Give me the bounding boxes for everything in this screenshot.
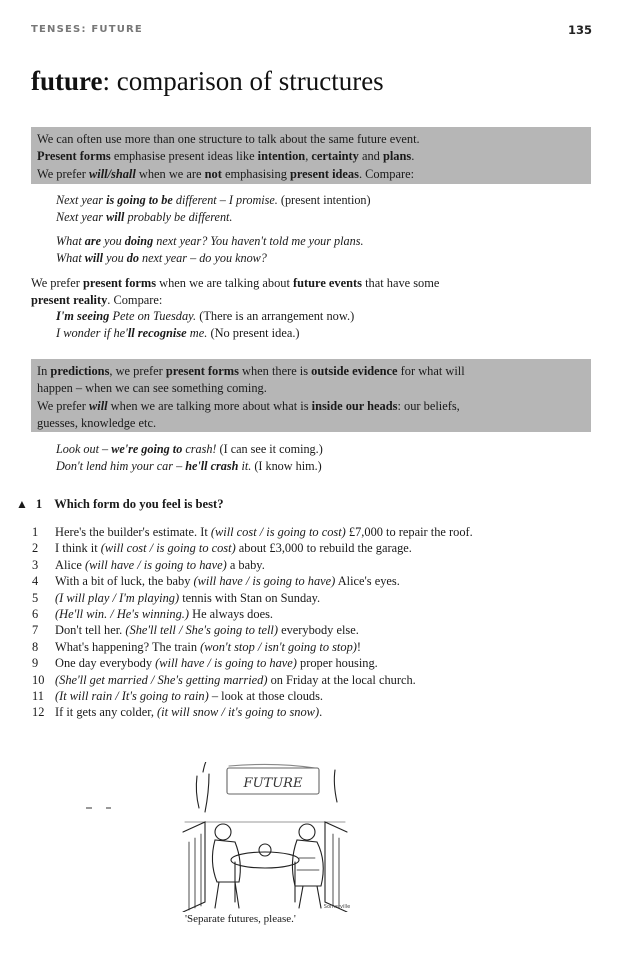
text-segment: predictions xyxy=(50,364,110,378)
text-segment: – look at those clouds. xyxy=(208,689,324,704)
item-number: 10 xyxy=(32,672,45,687)
text-segment: when we are talking more about what is xyxy=(107,398,312,413)
item-text xyxy=(55,622,495,638)
exercise-header xyxy=(16,497,224,512)
exercise-item xyxy=(22,704,602,720)
text-segment: , xyxy=(305,149,312,164)
text-line xyxy=(37,166,585,183)
text-segment: present ideas xyxy=(290,166,359,181)
text-segment: (I can see it coming.) xyxy=(216,442,323,456)
exercise-title: Which form do you feel is best? xyxy=(54,497,224,511)
text-segment: intention xyxy=(257,149,306,164)
text-segment: is going to be xyxy=(106,193,173,207)
text-segment: a baby. xyxy=(226,557,265,572)
text-segment: proper housing. xyxy=(296,656,378,671)
text-segment: (will have / is going to have) xyxy=(193,574,336,589)
text-segment: for what will xyxy=(397,364,465,378)
cartoon-signature: Somerville xyxy=(323,904,351,910)
text-segment: . Compare: xyxy=(358,166,415,181)
item-text xyxy=(55,540,495,556)
text-segment: present forms xyxy=(165,364,239,378)
exercise-item xyxy=(22,655,602,671)
text-segment: What's happening? The train xyxy=(55,639,201,654)
text-segment: Here's the builder's estimate. It xyxy=(55,525,211,539)
text-line xyxy=(56,209,371,226)
item-text xyxy=(55,655,495,671)
text-segment: next year – do you know? xyxy=(138,250,267,265)
text-segment: Alice xyxy=(55,557,85,572)
text-segment: I think it xyxy=(55,541,101,556)
text-segment: when there is xyxy=(238,364,312,378)
text-segment: ll recognise xyxy=(127,325,187,340)
text-line xyxy=(56,458,323,475)
text-segment: (He'll win. / He's winning.) xyxy=(55,607,190,622)
text-segment: that have some xyxy=(361,276,440,290)
text-segment: (will have / is going to have) xyxy=(155,656,297,671)
text-segment: do xyxy=(126,250,139,265)
text-segment: (present intention) xyxy=(277,193,371,207)
text-segment: Look out – xyxy=(56,442,112,456)
text-segment: will xyxy=(88,398,108,413)
item-number: 9 xyxy=(32,656,39,671)
text-segment: doing xyxy=(124,234,154,248)
text-segment: guesses, knowledge etc. xyxy=(37,415,157,430)
item-number: 6 xyxy=(32,607,39,622)
text-segment: outside evidence xyxy=(311,364,398,378)
item-text xyxy=(55,557,495,573)
text-segment: £7,000 to repair the roof. xyxy=(345,525,473,539)
text-segment: present reality xyxy=(31,292,108,307)
text-segment: crash! xyxy=(182,442,217,456)
text-segment: Don't tell her. xyxy=(55,623,126,638)
text-segment: , we prefer xyxy=(109,364,166,378)
text-segment: Don't lend him your car – xyxy=(56,458,186,473)
text-line xyxy=(56,250,364,267)
text-segment: (won't stop / isn't going to stop) xyxy=(200,639,357,654)
text-segment: probably be different. xyxy=(124,209,233,224)
exercise-item xyxy=(22,590,602,606)
exercise-item xyxy=(22,606,602,622)
text-segment: Present forms xyxy=(37,149,111,164)
item-text xyxy=(55,573,495,589)
item-text xyxy=(55,672,495,688)
text-segment: (It will rain / It's going to rain) xyxy=(55,689,209,704)
text-segment: happen – when we can see something coming. xyxy=(37,381,267,396)
text-segment: . xyxy=(411,149,415,164)
text-segment: We prefer xyxy=(37,398,89,413)
examples-predictions xyxy=(56,441,323,474)
title-rest: : comparison of structures xyxy=(102,66,384,96)
text-segment: me. xyxy=(186,325,208,340)
text-segment: (will cost / is going to cost) xyxy=(100,541,236,556)
cartoon-illustration xyxy=(165,762,365,912)
text-segment: it. xyxy=(238,458,252,473)
text-line xyxy=(37,398,585,415)
text-segment: With a bit of luck, the baby xyxy=(55,574,194,589)
text-segment: inside our heads xyxy=(311,398,398,413)
text-segment: (I know him.) xyxy=(251,458,322,473)
text-segment: present forms xyxy=(82,276,157,290)
text-segment: We can often use more than one structure to talk about the same future event. xyxy=(37,132,420,146)
text-segment: when we are talking about xyxy=(156,276,294,290)
text-segment: What xyxy=(56,234,85,248)
item-number: 4 xyxy=(32,574,39,589)
text-segment: you xyxy=(101,234,125,248)
examples-plans xyxy=(56,233,364,266)
text-segment: (She'll tell / She's going to tell) xyxy=(125,623,278,638)
text-line xyxy=(37,363,585,380)
text-segment: If it gets any colder, xyxy=(55,705,158,720)
text-segment: We prefer xyxy=(31,276,83,290)
text-segment: (No present idea.) xyxy=(207,325,300,340)
text-segment: Next year xyxy=(56,193,107,207)
item-number: 3 xyxy=(32,557,39,572)
item-text xyxy=(55,606,495,622)
title-keyword: future xyxy=(31,66,103,96)
text-line xyxy=(37,415,585,432)
item-text xyxy=(55,524,495,540)
text-segment: different – I promise. xyxy=(172,193,278,207)
running-head: TENSES: FUTURE xyxy=(31,24,143,35)
exercise-number: 1 xyxy=(35,497,43,511)
text-segment: Next year xyxy=(56,209,107,224)
text-segment: (I will play / I'm playing) xyxy=(55,590,180,605)
text-segment: we're going to xyxy=(111,442,183,456)
text-segment: about £3,000 to rebuild the garage. xyxy=(235,541,412,556)
item-number: 8 xyxy=(32,639,39,654)
text-segment: not xyxy=(204,166,222,181)
cartoon-caption: 'Separate futures, please.' xyxy=(185,913,296,925)
item-text xyxy=(55,639,495,655)
rule-box-predictions xyxy=(31,359,591,432)
text-segment: He always does. xyxy=(189,607,273,622)
item-text xyxy=(55,688,495,704)
text-segment: In xyxy=(37,364,51,378)
difficulty-triangle-icon: ▲ xyxy=(16,497,28,511)
exercise-item xyxy=(22,540,602,556)
text-segment: ! xyxy=(356,639,362,654)
text-segment: (it will snow / it's going to snow) xyxy=(157,705,320,720)
text-line xyxy=(56,233,364,250)
text-line xyxy=(56,192,371,209)
cartoon-sign-text: FUTURE xyxy=(243,776,303,791)
item-number: 1 xyxy=(32,525,39,539)
item-text xyxy=(55,590,495,606)
examples-intention xyxy=(56,192,371,225)
exercise-item xyxy=(22,557,602,573)
item-number: 11 xyxy=(32,689,44,704)
text-segment: I wonder if he' xyxy=(56,325,128,340)
text-segment: you xyxy=(103,250,127,265)
exercise-item xyxy=(22,573,602,589)
text-line xyxy=(56,441,323,458)
text-line xyxy=(37,380,585,397)
margin-dash-mark xyxy=(84,805,116,811)
text-segment: One day everybody xyxy=(55,656,156,671)
text-segment: What xyxy=(56,250,85,265)
text-line xyxy=(31,308,439,325)
text-segment: when we are xyxy=(135,166,205,181)
text-segment: I'm seeing xyxy=(56,309,110,324)
text-segment: will/shall xyxy=(88,166,136,181)
exercise-items xyxy=(22,524,602,721)
text-segment: . xyxy=(319,705,323,720)
exercise-item xyxy=(22,639,602,655)
text-segment: We prefer xyxy=(37,166,89,181)
text-segment: and xyxy=(358,149,383,164)
text-segment: (There is an arrangement now.) xyxy=(196,309,355,324)
exercise-item xyxy=(22,622,602,638)
text-segment: on Friday at the local church. xyxy=(267,672,416,687)
text-line xyxy=(31,292,439,309)
text-segment: tennis with Stan on Sunday. xyxy=(179,590,321,605)
item-number: 5 xyxy=(32,590,39,605)
text-segment: emphasise present ideas like xyxy=(110,149,258,164)
text-line xyxy=(31,325,439,342)
text-segment: Pete on Tuesday. xyxy=(109,309,197,324)
text-segment: (will have / is going to have) xyxy=(84,557,227,572)
text-segment: (will cost / is going to cost) xyxy=(210,525,346,539)
text-segment: Alice's eyes. xyxy=(335,574,400,589)
text-segment: : our beliefs, xyxy=(397,398,460,413)
text-segment: everybody else. xyxy=(277,623,359,638)
exercise-item xyxy=(22,672,602,688)
text-segment: will xyxy=(106,209,125,224)
text-segment: plans xyxy=(382,149,412,164)
text-segment: next year? You haven't told me your plans. xyxy=(153,234,364,248)
page-number: 135 xyxy=(567,23,592,37)
item-text xyxy=(55,704,495,720)
text-segment: future events xyxy=(293,276,362,290)
text-segment: will xyxy=(84,250,104,265)
text-line xyxy=(37,131,585,148)
text-segment: emphasising xyxy=(221,166,290,181)
exercise-item xyxy=(22,688,602,704)
rule-box-intention xyxy=(31,127,591,184)
text-segment: certainty xyxy=(311,149,359,164)
text-line xyxy=(31,275,439,292)
text-segment: (She'll get married / She's getting married) xyxy=(55,672,268,687)
item-number: 7 xyxy=(32,623,39,638)
exercise-item xyxy=(22,524,602,540)
item-number: 12 xyxy=(32,705,45,720)
text-segment: he'll crash xyxy=(185,458,239,473)
text-present-reality xyxy=(31,275,439,341)
item-number: 2 xyxy=(32,541,39,556)
text-segment: . Compare: xyxy=(107,292,163,307)
text-line xyxy=(37,148,585,165)
text-segment: are xyxy=(84,234,102,248)
page-title xyxy=(31,66,384,97)
